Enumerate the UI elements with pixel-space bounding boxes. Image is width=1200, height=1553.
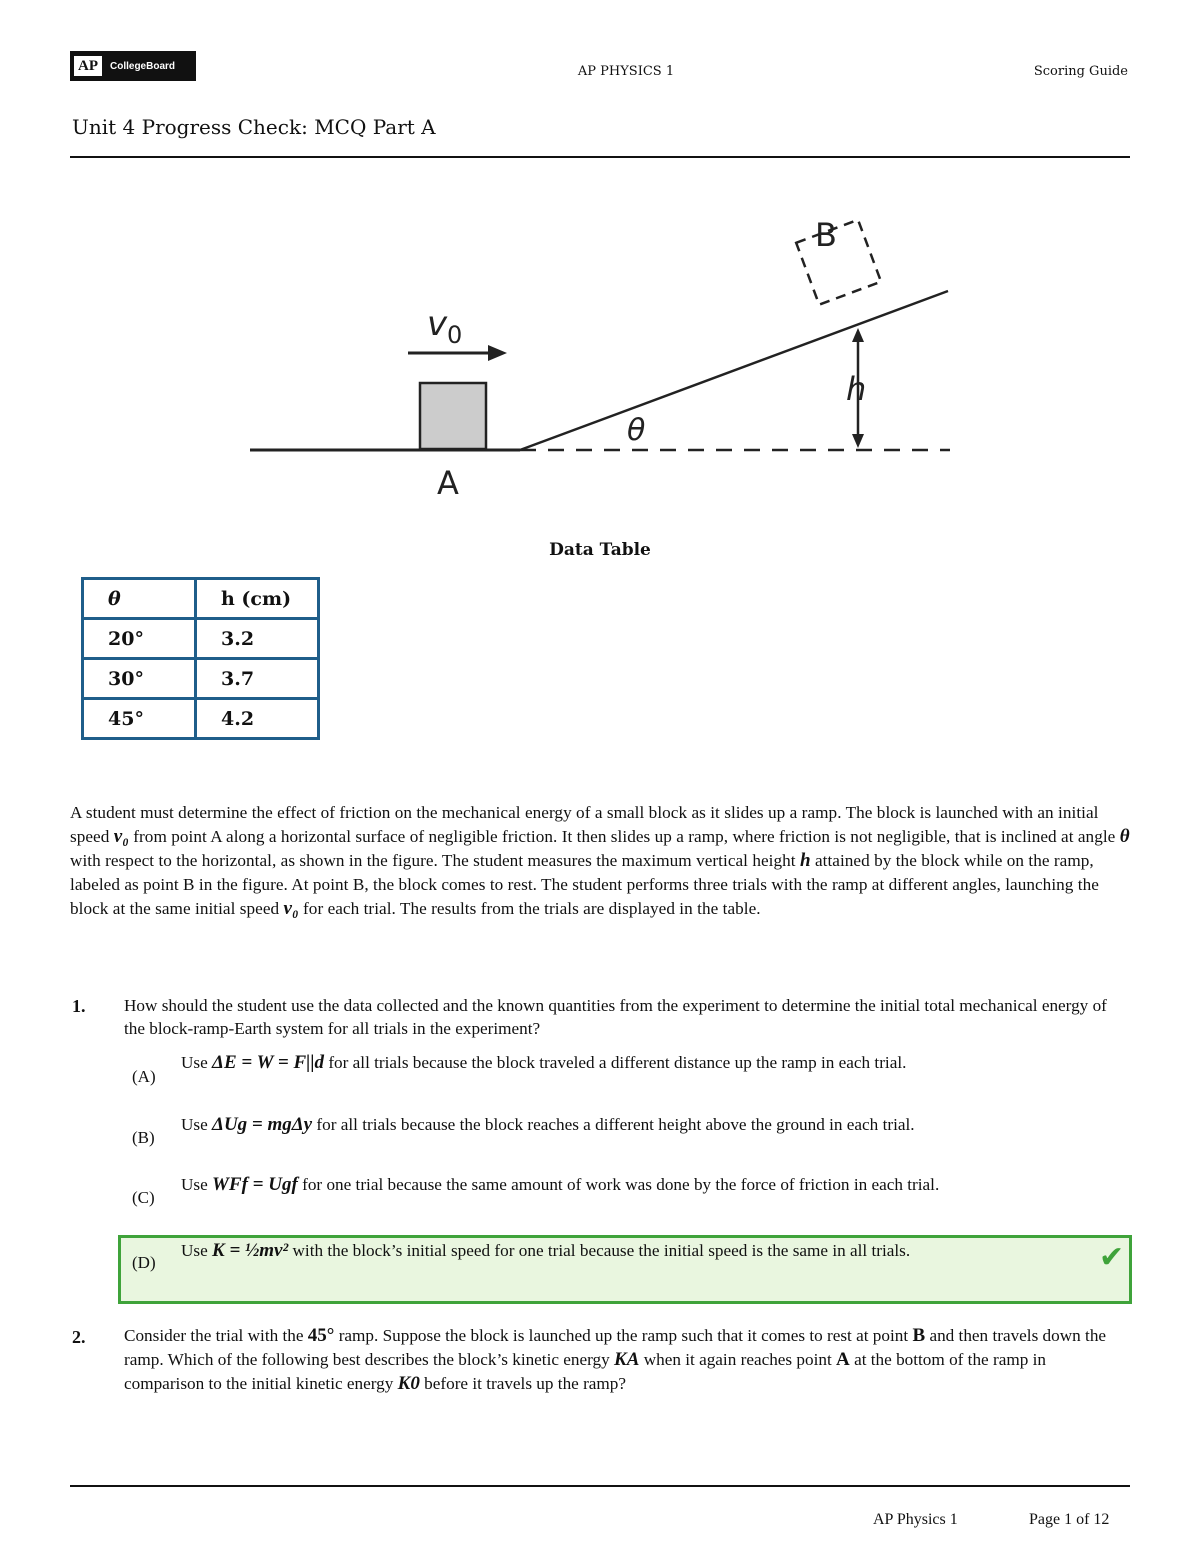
question-2-number: 2. [72,1327,86,1347]
header-guide: Scoring Guide [1033,64,1128,79]
label-h: h [846,370,867,408]
option-c-letter: (C) [132,1188,155,1207]
option-b-letter: (B) [132,1128,155,1147]
question-1-text: How should the student use the data collected and the known quantities from the experiment to determine the initial total mechanical energy of the block-ramp-Earth system for all trials in the experiment? [124,996,1107,1038]
table-row [83,699,319,739]
header-rule [70,156,1130,158]
cell-h: 4.2 [196,699,319,739]
header-theta: θ [83,579,196,619]
option-d-letter: (D) [132,1253,156,1272]
cell-theta: 30° [83,659,196,699]
cell-h: 3.7 [196,659,319,699]
logo-collegeboard: CollegeBoard [110,60,176,72]
cell-theta: 45° [83,699,196,739]
label-v0-sub: 0 [447,321,463,349]
label-theta: θ [627,413,646,448]
block-b [796,220,881,305]
question-2-text: Consider the trial with the 45° ramp. Suppose the block is launched up the ramp such that it comes to rest at point B and then travels down the ramp. Which of the following best describes the block’s kinetic energy KA when it again reaches point A at the bottom of the ramp in comparison to the initial kinetic energy K0 before it travels up the ramp? [124,1325,1107,1394]
logo-ap: AP [74,56,102,76]
table-row [83,619,319,659]
stimulus-paragraph: A student must determine the effect of friction on the mechanical energy of a small block as it slides up a ramp. The block is launched with an initial speed v₀ from point A along a horizontal surface of negligible friction. It then slides up a ramp, where friction is not negligible, that is inclined at angle θ with respect to the horizontal, as shown in the figure. The student measures the maximum vertical height h attained by the block while on the ramp, labeled as point B in the figure. At point B, the block comes to rest. The student performs three trials with the ramp at different angles, launching the block at the same initial speed v₀ for each trial. The results from the trials are displayed in the table. [70,803,1130,919]
cell-h: 3.2 [196,619,319,659]
data-table [81,577,320,740]
footer-rule [70,1485,1130,1487]
table-header-row [83,579,319,619]
label-v0: v [427,304,448,344]
option-b-text[interactable]: Use ΔUg = mgΔy for all trials because the block reaches a different height above the ground in each trial. [181,1114,915,1135]
option-a-letter: (A) [132,1067,156,1086]
velocity-arrowhead [488,345,507,361]
option-c-text[interactable]: Use WFf = Ugf for one trial because the same amount of work was done by the force of friction in each trial. [181,1174,940,1195]
cell-theta: 20° [83,619,196,659]
option-a-text[interactable]: Use ΔE = W = F||d for all trials because the block traveled a different distance up the ramp in each trial. [181,1052,907,1073]
table-row [83,659,319,699]
question-1-number: 1. [72,996,86,1016]
height-arrowhead-down [852,434,864,448]
footer-course: AP Physics 1 [873,1511,958,1528]
block-a [420,383,486,449]
ramp-line [520,291,948,450]
page-title: Unit 4 Progress Check: MCQ Part A [72,115,436,139]
data-table-title: Data Table [549,540,651,560]
ramp-figure [0,200,1200,510]
checkmark-icon: ✔ [1099,1240,1125,1275]
height-arrowhead-up [852,328,864,342]
option-d-text[interactable]: Use K = ½mv² with the block’s initial speed for one trial because the initial speed is the same in all trials. [181,1240,911,1261]
label-a: A [437,464,459,502]
footer-page-number: Page 1 of 12 [1029,1511,1110,1528]
header-course: AP PHYSICS 1 [577,64,675,79]
label-b: B [815,216,837,254]
header-h: h (cm) [196,579,319,619]
